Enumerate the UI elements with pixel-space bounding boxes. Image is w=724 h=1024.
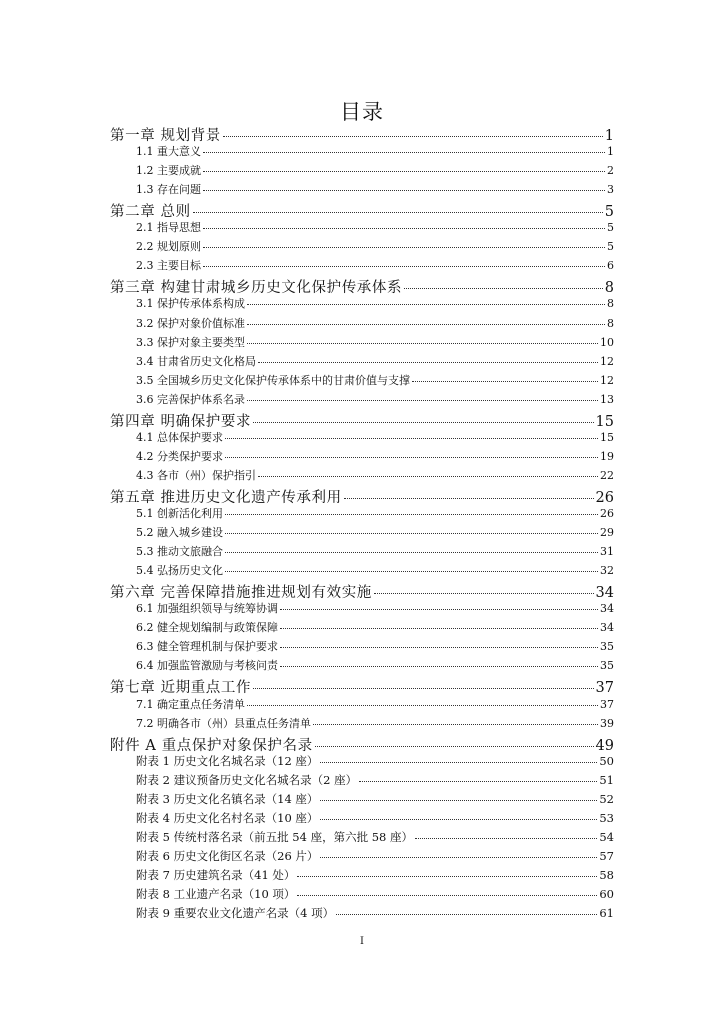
dot-leader — [297, 895, 597, 896]
toc-entry-page-number: 50 — [599, 753, 614, 768]
toc-entry-label: 3.3 保护对象主要类型 — [136, 335, 245, 349]
toc-entry-page-number: 61 — [599, 906, 614, 921]
toc-entry-label: 1.2 主要成就 — [136, 164, 201, 178]
toc-entry-label: 附表 8 工业遗产名录（10 项） — [136, 887, 296, 901]
dot-leader — [344, 498, 594, 499]
dot-leader — [297, 876, 597, 877]
toc-entry-page-number: 8 — [607, 297, 614, 311]
toc-entry-page-number: 35 — [600, 659, 614, 673]
dot-leader — [225, 533, 598, 534]
toc-entry-page-number: 15 — [600, 430, 614, 444]
dot-leader — [225, 438, 598, 439]
toc-entry-page-number: 37 — [595, 680, 614, 697]
toc-entry-label: 3.5 全国城乡历史文化保护传承体系中的甘肃价值与支撑 — [136, 373, 410, 387]
toc-entry-page-number: 31 — [600, 545, 614, 559]
toc-entry-label: 3.1 保护传承体系构成 — [136, 297, 245, 311]
toc-entry-page-number: 54 — [599, 829, 614, 844]
toc-entry-label: 4.3 各市（州）保护指引 — [136, 468, 256, 482]
dot-leader — [225, 457, 598, 458]
dot-leader — [223, 136, 603, 137]
toc-section-entry[interactable] — [110, 162, 614, 178]
dot-leader — [203, 247, 605, 248]
dot-leader — [415, 838, 597, 839]
toc-entry-page-number: 15 — [595, 413, 614, 430]
toc-entry-label: 附表 2 建议预备历史文化名城名录（2 座） — [136, 772, 358, 787]
toc-entry-label: 附表 7 历史建筑名录（41 处） — [136, 867, 296, 882]
toc-entry-page-number: 58 — [599, 867, 614, 882]
toc-chapter-entry[interactable] — [110, 676, 614, 697]
toc-entry-label: 5.1 创新活化利用 — [136, 507, 223, 520]
toc-section-entry[interactable] — [110, 315, 614, 331]
dot-leader — [313, 724, 598, 725]
dot-leader — [315, 746, 594, 747]
dot-leader — [203, 228, 605, 229]
toc-entry-page-number: 19 — [600, 449, 614, 463]
toc-entry-label: 第六章 完善保障措施推进规划有效实施 — [110, 585, 372, 602]
toc-entry-page-number: 13 — [600, 392, 614, 406]
toc-entry-page-number: 5 — [607, 221, 614, 235]
dot-leader — [203, 266, 605, 267]
toc-entry-page-number: 29 — [600, 526, 614, 540]
toc-appendix-entry[interactable] — [110, 772, 614, 788]
toc-entry-page-number: 53 — [599, 810, 614, 825]
dot-leader — [247, 324, 605, 325]
toc-section-entry[interactable] — [110, 257, 614, 273]
toc-section-entry[interactable] — [110, 295, 614, 311]
toc-entry-page-number: 8 — [607, 316, 614, 330]
toc-entry-label: 6.3 健全管理机制与保护要求 — [136, 640, 278, 654]
toc-entry-label: 附表 6 历史文化街区名录（26 片） — [136, 848, 319, 863]
dot-leader — [404, 288, 603, 289]
page-title: 目录 — [340, 100, 384, 124]
toc-entry-label: 附表 5 传统村落名录（前五批 54 座，第六批 58 座） — [136, 829, 414, 844]
dot-leader — [336, 914, 597, 915]
dot-leader — [320, 857, 597, 858]
dot-leader — [280, 628, 598, 629]
toc-entry-page-number: 51 — [599, 772, 614, 787]
dot-leader — [247, 343, 598, 344]
toc-entry-label: 4.1 总体保护要求 — [136, 430, 223, 444]
toc-section-entry[interactable] — [110, 619, 614, 635]
toc-entry-label: 附表 1 历史文化名城名录（12 座） — [136, 753, 319, 768]
toc-entry-label: 6.2 健全规划编制与政策保障 — [136, 621, 278, 635]
dot-leader — [203, 171, 605, 172]
toc-entry-label: 第四章 明确保护要求 — [110, 413, 252, 430]
toc-chapter-entry[interactable] — [110, 200, 614, 221]
dot-leader — [247, 400, 598, 401]
toc-section-entry[interactable] — [110, 334, 614, 350]
dot-leader — [225, 552, 598, 553]
dot-leader — [193, 212, 603, 213]
toc-entry-page-number: 35 — [600, 640, 614, 654]
toc-entry-page-number: 2 — [607, 164, 614, 178]
dot-leader — [225, 514, 598, 515]
toc-entry-label: 第二章 总则 — [110, 204, 191, 221]
dot-leader — [253, 422, 593, 423]
toc-entry-page-number: 10 — [600, 335, 614, 349]
dot-leader — [203, 190, 605, 191]
toc-entry-label: 1.1 重大意义 — [136, 145, 201, 159]
toc-chapter-entry[interactable] — [110, 276, 614, 297]
toc-entry-page-number: 3 — [607, 183, 614, 197]
toc-entry-label: 第七章 近期重点工作 — [110, 680, 252, 697]
toc-entry-page-number: 26 — [600, 507, 614, 520]
toc-entry-page-number: 57 — [599, 848, 614, 863]
dot-leader — [412, 381, 598, 382]
toc-entry-label: 2.3 主要目标 — [136, 259, 201, 273]
toc-entry-label: 4.2 分类保护要求 — [136, 449, 223, 463]
toc-entry-page-number: 22 — [600, 468, 614, 482]
toc-section-entry[interactable] — [110, 372, 614, 388]
toc-appendix-entry[interactable] — [110, 867, 614, 883]
toc-entry-page-number: 52 — [599, 791, 614, 806]
toc-appendix-entry[interactable] — [110, 886, 614, 902]
toc-section-entry[interactable] — [110, 353, 614, 369]
dot-leader — [320, 762, 597, 763]
toc-entry-page-number: 34 — [600, 621, 614, 635]
toc-entry-page-number: 5 — [604, 204, 614, 221]
toc-entry-label: 附表 3 历史文化名镇名录（14 座） — [136, 791, 319, 806]
toc-entry-label: 3.4 甘肃省历史文化格局 — [136, 354, 256, 368]
toc-chapter-entry[interactable] — [110, 734, 614, 755]
toc-entry-label: 7.1 确定重点任务清单 — [136, 697, 245, 711]
toc-entry-page-number: 39 — [600, 716, 614, 730]
toc-appendix-entry[interactable] — [110, 848, 614, 864]
toc-section-entry[interactable] — [110, 562, 614, 578]
toc-appendix-entry[interactable] — [110, 753, 614, 769]
toc-entry-page-number: 5 — [607, 240, 614, 254]
toc-section-entry[interactable] — [110, 391, 614, 407]
toc-section-entry[interactable] — [110, 219, 614, 235]
toc-entry-page-number: 60 — [599, 887, 614, 901]
toc-entry-page-number: 37 — [600, 697, 614, 711]
toc-entry-label: 6.4 加强监管激励与考核问责 — [136, 659, 278, 673]
toc-entry-label: 2.2 规划原则 — [136, 240, 201, 254]
toc-entry-label: 5.4 弘扬历史文化 — [136, 564, 223, 578]
toc-entry-page-number: 12 — [600, 373, 614, 387]
toc-entry-label: 附件 A 重点保护对象保护名录 — [110, 737, 313, 754]
toc-entry-label: 3.6 完善保护体系名录 — [136, 392, 245, 406]
toc-section-entry[interactable] — [110, 181, 614, 197]
dot-leader — [320, 819, 597, 820]
dot-leader — [203, 152, 605, 153]
toc-entry-page-number: 8 — [604, 280, 614, 297]
toc-chapter-entry[interactable] — [110, 124, 614, 145]
dot-leader — [320, 800, 597, 801]
toc-chapter-entry[interactable] — [110, 486, 614, 507]
dot-leader — [253, 688, 593, 689]
toc-section-entry[interactable] — [110, 429, 614, 445]
dot-leader — [258, 362, 598, 363]
dot-leader — [247, 304, 605, 305]
toc-appendix-entry[interactable] — [110, 810, 614, 826]
dot-leader — [374, 593, 594, 594]
toc-entry-label: 附表 9 重要农业文化遗产名录（4 项） — [136, 906, 335, 921]
toc-chapter-entry[interactable] — [110, 581, 614, 602]
toc-appendix-entry[interactable] — [110, 829, 614, 845]
toc-entry-page-number: 34 — [600, 602, 614, 616]
toc-section-entry[interactable] — [110, 448, 614, 464]
page-number-footer: I — [360, 936, 364, 947]
toc-entry-label: 第三章 构建甘肃城乡历史文化保护传承体系 — [110, 280, 403, 297]
toc-entry-page-number: 1 — [607, 145, 614, 159]
toc-entry-label: 5.3 推动文旅融合 — [136, 545, 223, 559]
toc-section-entry[interactable] — [110, 543, 614, 559]
dot-leader — [225, 571, 598, 572]
dot-leader — [359, 781, 597, 782]
toc-appendix-entry[interactable] — [110, 905, 614, 921]
toc-section-entry[interactable] — [110, 638, 614, 654]
dot-leader — [280, 666, 598, 667]
toc-entry-page-number: 6 — [607, 259, 614, 273]
toc-section-entry[interactable] — [110, 467, 614, 483]
toc-section-entry[interactable] — [110, 696, 614, 712]
dot-leader — [280, 609, 598, 610]
toc-entry-label: 附表 4 历史文化名村名录（10 座） — [136, 810, 319, 825]
dot-leader — [258, 476, 598, 477]
dot-leader — [247, 705, 598, 706]
toc-section-entry[interactable] — [110, 143, 614, 159]
toc-entry-page-number: 49 — [595, 737, 614, 754]
toc-chapter-entry[interactable] — [110, 410, 614, 431]
toc-entry-page-number: 32 — [600, 564, 614, 578]
toc-section-entry[interactable] — [110, 524, 614, 540]
toc-entry-label: 1.3 存在问题 — [136, 183, 201, 197]
toc-entry-label: 第五章 推进历史文化遗产传承利用 — [110, 489, 342, 506]
toc-section-entry[interactable] — [110, 657, 614, 673]
toc-section-entry[interactable] — [110, 505, 614, 521]
toc-entry-page-number: 12 — [600, 354, 614, 368]
toc-entry-page-number: 34 — [595, 585, 614, 602]
dot-leader — [280, 647, 598, 648]
toc-entry-label: 6.1 加强组织领导与统筹协调 — [136, 602, 278, 616]
toc-section-entry[interactable] — [110, 600, 614, 616]
toc-entry-label: 第一章 规划背景 — [110, 128, 221, 144]
toc-entry-page-number: 1 — [604, 128, 614, 144]
toc-entry-label: 7.2 明确各市（州）县重点任务清单 — [136, 716, 311, 730]
toc-entry-label: 5.2 融入城乡建设 — [136, 526, 223, 540]
toc-section-entry[interactable] — [110, 238, 614, 254]
toc-entry-label: 2.1 指导思想 — [136, 221, 201, 235]
toc-section-entry[interactable] — [110, 715, 614, 731]
toc-appendix-entry[interactable] — [110, 791, 614, 807]
toc-entry-label: 3.2 保护对象价值标准 — [136, 316, 245, 330]
toc-entry-page-number: 26 — [595, 489, 614, 506]
